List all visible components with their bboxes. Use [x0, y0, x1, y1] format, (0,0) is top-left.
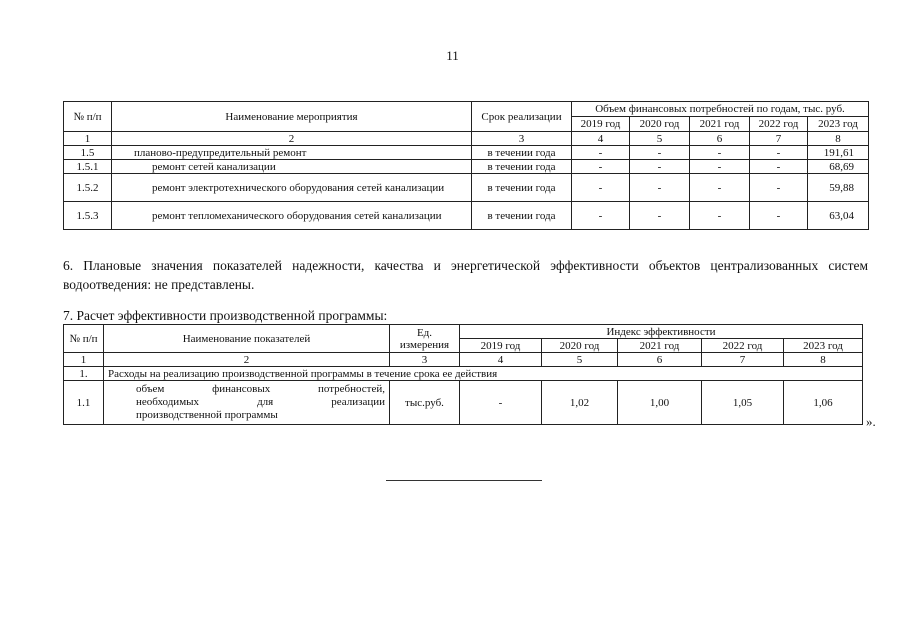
- header-year: 2020 год: [542, 339, 618, 353]
- row-value: -: [572, 174, 630, 202]
- col-number: 5: [542, 353, 618, 367]
- header-volume: Объем финансовых потребностей по годам, тыс. руб.: [572, 102, 869, 117]
- section-row-text: Расходы на реализацию производственной программы в течение срока ее действия: [104, 367, 863, 381]
- header-year: 2022 год: [750, 117, 808, 132]
- row-value: -: [690, 160, 750, 174]
- col-number: 8: [784, 353, 863, 367]
- row-unit: тыс.руб.: [390, 381, 460, 425]
- header-year: 2023 год: [784, 339, 863, 353]
- header-year: 2022 год: [702, 339, 784, 353]
- row-value: 59,88: [808, 174, 869, 202]
- col-number: 4: [460, 353, 542, 367]
- row-value: -: [572, 146, 630, 160]
- row-value: -: [460, 381, 542, 425]
- row-term: в течении года: [472, 146, 572, 160]
- row-num: 1.5.3: [64, 202, 112, 230]
- header-num: № п/п: [64, 102, 112, 132]
- row-value: -: [630, 160, 690, 174]
- page-number: 11: [446, 48, 459, 63]
- header-year: 2019 год: [572, 117, 630, 132]
- column-numbers-row: [64, 353, 863, 367]
- financial-needs-table: [63, 101, 869, 230]
- row-value: -: [572, 202, 630, 230]
- table-row: [64, 174, 869, 202]
- row-value: 63,04: [808, 202, 869, 230]
- section-6-paragraph: 6. Плановые значения показателей надежности, качества и энергетической эффективности объектов централизованных систем водоотведения: не представлены.: [63, 258, 868, 292]
- divider-line: [386, 480, 542, 481]
- row-num: 1.5: [64, 146, 112, 160]
- row-value: -: [750, 146, 808, 160]
- row-name-line: производственной программы: [136, 409, 278, 421]
- header-term: Срок реализации: [472, 102, 572, 132]
- row-value: -: [572, 160, 630, 174]
- section-7-heading: 7. Расчет эффективности производственной программы:: [63, 308, 388, 323]
- row-name: ремонт электротехнического оборудования сетей канализации: [112, 174, 472, 202]
- row-value: -: [630, 146, 690, 160]
- efficiency-table: [63, 324, 863, 425]
- row-name: ремонт сетей канализации: [112, 160, 472, 174]
- row-value: -: [630, 174, 690, 202]
- col-number: 6: [618, 353, 702, 367]
- row-name-line: объем финансовых потребностей,: [136, 383, 385, 395]
- row-value: 68,69: [808, 160, 869, 174]
- header-name: Наименование показателей: [104, 325, 390, 353]
- row-value: 1,00: [618, 381, 702, 425]
- table-row: [64, 160, 869, 174]
- row-num: 1.5.2: [64, 174, 112, 202]
- row-value: 1,06: [784, 381, 863, 425]
- col-number: 3: [472, 132, 572, 146]
- row-name-line: необходимых для реализации: [136, 396, 385, 408]
- section-row: [64, 367, 863, 381]
- col-number: 7: [702, 353, 784, 367]
- row-value: 1,05: [702, 381, 784, 425]
- col-number: 1: [64, 132, 112, 146]
- row-name: планово-предупредительный ремонт: [112, 146, 472, 160]
- col-number: 2: [104, 353, 390, 367]
- row-value: -: [690, 174, 750, 202]
- col-number: 3: [390, 353, 460, 367]
- col-number: 5: [630, 132, 690, 146]
- row-term: в течении года: [472, 160, 572, 174]
- row-value: -: [630, 202, 690, 230]
- row-term: в течении года: [472, 174, 572, 202]
- row-value: -: [750, 202, 808, 230]
- column-numbers-row: [64, 132, 869, 146]
- row-num: 1.5.1: [64, 160, 112, 174]
- header-year: 2023 год: [808, 117, 869, 132]
- header-index: Индекс эффективности: [460, 325, 863, 339]
- row-value: -: [690, 202, 750, 230]
- row-value: -: [690, 146, 750, 160]
- row-value: -: [750, 174, 808, 202]
- header-year: 2021 год: [690, 117, 750, 132]
- col-number: 6: [690, 132, 750, 146]
- header-year: 2021 год: [618, 339, 702, 353]
- col-number: 2: [112, 132, 472, 146]
- table-row: [64, 381, 863, 425]
- col-number: 7: [750, 132, 808, 146]
- header-year: 2019 год: [460, 339, 542, 353]
- row-num: 1.1: [64, 381, 104, 425]
- col-number: 1: [64, 353, 104, 367]
- row-term: в течении года: [472, 202, 572, 230]
- row-value: 1,02: [542, 381, 618, 425]
- row-name: ремонт тепломеханического оборудования сетей канализации: [112, 202, 472, 230]
- row-name: [104, 381, 390, 425]
- row-value: 191,61: [808, 146, 869, 160]
- header-num: № п/п: [64, 325, 104, 353]
- row-value: -: [750, 160, 808, 174]
- col-number: 4: [572, 132, 630, 146]
- table-row: [64, 202, 869, 230]
- closing-quote: ».: [866, 414, 876, 429]
- table-row: [64, 146, 869, 160]
- header-year: 2020 год: [630, 117, 690, 132]
- row-num: 1.: [64, 367, 104, 381]
- header-name: Наименование мероприятия: [112, 102, 472, 132]
- col-number: 8: [808, 132, 869, 146]
- header-unit: Ед. измерения: [390, 325, 460, 353]
